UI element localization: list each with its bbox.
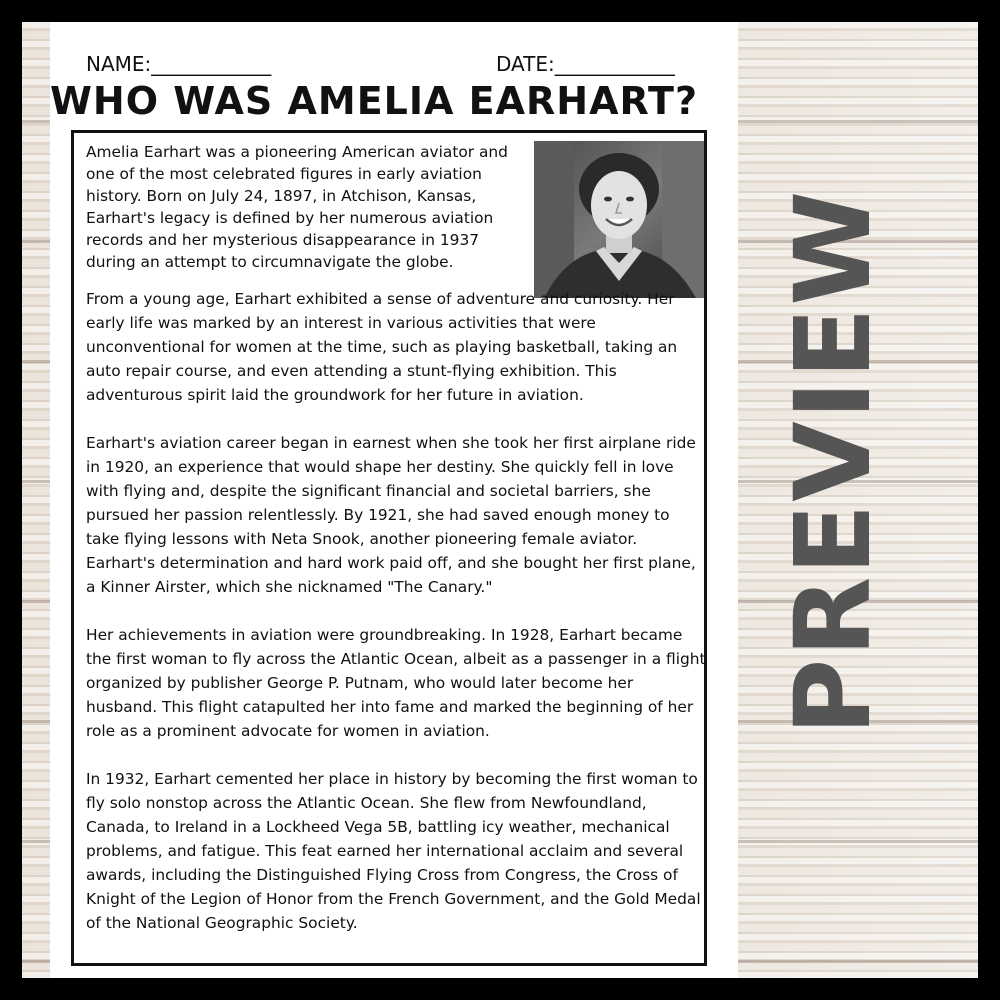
- wood-background: [22, 22, 978, 978]
- paragraph-achievements: Her achievements in aviation were groundbreaking. In 1928, Earhart became the first woman to fly across the Atlantic Ocean, albeit as a passenger in a flight organized by publisher George P. Putnam, who would later become her husband. This flight catapulted her into fame and marked the beginning of her role as a prominent advocate for women in aviation.: [86, 626, 706, 740]
- worksheet-page: [50, 22, 738, 978]
- paragraph-career-start: Earhart's aviation career began in earnest when she took her first airplane ride in 1920, an experience that would shape her destiny. She quickly fell in love with flying and, despite the significant financial and societal barriers, she pursued her passion relentlessly. By 1921, she had saved enough money to take flying lessons with Neta Snook, another pioneering female aviator. Earhart's determination and hard work paid off, and she bought her first plane, a Kinner Airster, which she nicknamed "The Canary.": [86, 434, 696, 596]
- reading-passage-box: [71, 130, 707, 966]
- paragraph-solo-flight: In 1932, Earhart cemented her place in history by becoming the first woman to fly solo nonstop across the Atlantic Ocean. She flew from Newfoundland, Canada, to Ireland in a Lockheed Vega 5B, battling icy weather, mechanical problems, and fatigue. This feat earned her international acclaim and several awards, including the Distinguished Flying Cross from Congress, the Cross of Knight of the Legion of Honor from the French Government, and the Gold Medal of the National Geographic Society.: [86, 770, 701, 932]
- name-field-label: NAME:____________: [86, 52, 272, 76]
- preview-watermark: [772, 188, 895, 736]
- passage-text: [86, 141, 706, 959]
- preview-watermark-text: PREVIEW: [772, 188, 895, 736]
- date-field-label: DATE:____________: [496, 52, 675, 76]
- paragraph-early-life: From a young age, Earhart exhibited a sense of adventure and curiosity. Her early life was marked by an interest in various activities that were unconventional for women at the time, such as playing basketball, taking an auto repair course, and even attending a stunt-flying exhibition. This adventurous spirit laid the groundwork for her future in aviation.: [86, 290, 678, 404]
- page-title: WHO WAS AMELIA EARHART?: [50, 79, 698, 123]
- paragraph-intro: Amelia Earhart was a pioneering American aviator and one of the most celebrated figures in early aviation history. Born on July 24, 1897, in Atchison, Kansas, Earhart's legacy is defined by her numerous aviation records and her mysterious disappearance in 1937 during an attempt to circumnavigate the globe.: [86, 143, 508, 271]
